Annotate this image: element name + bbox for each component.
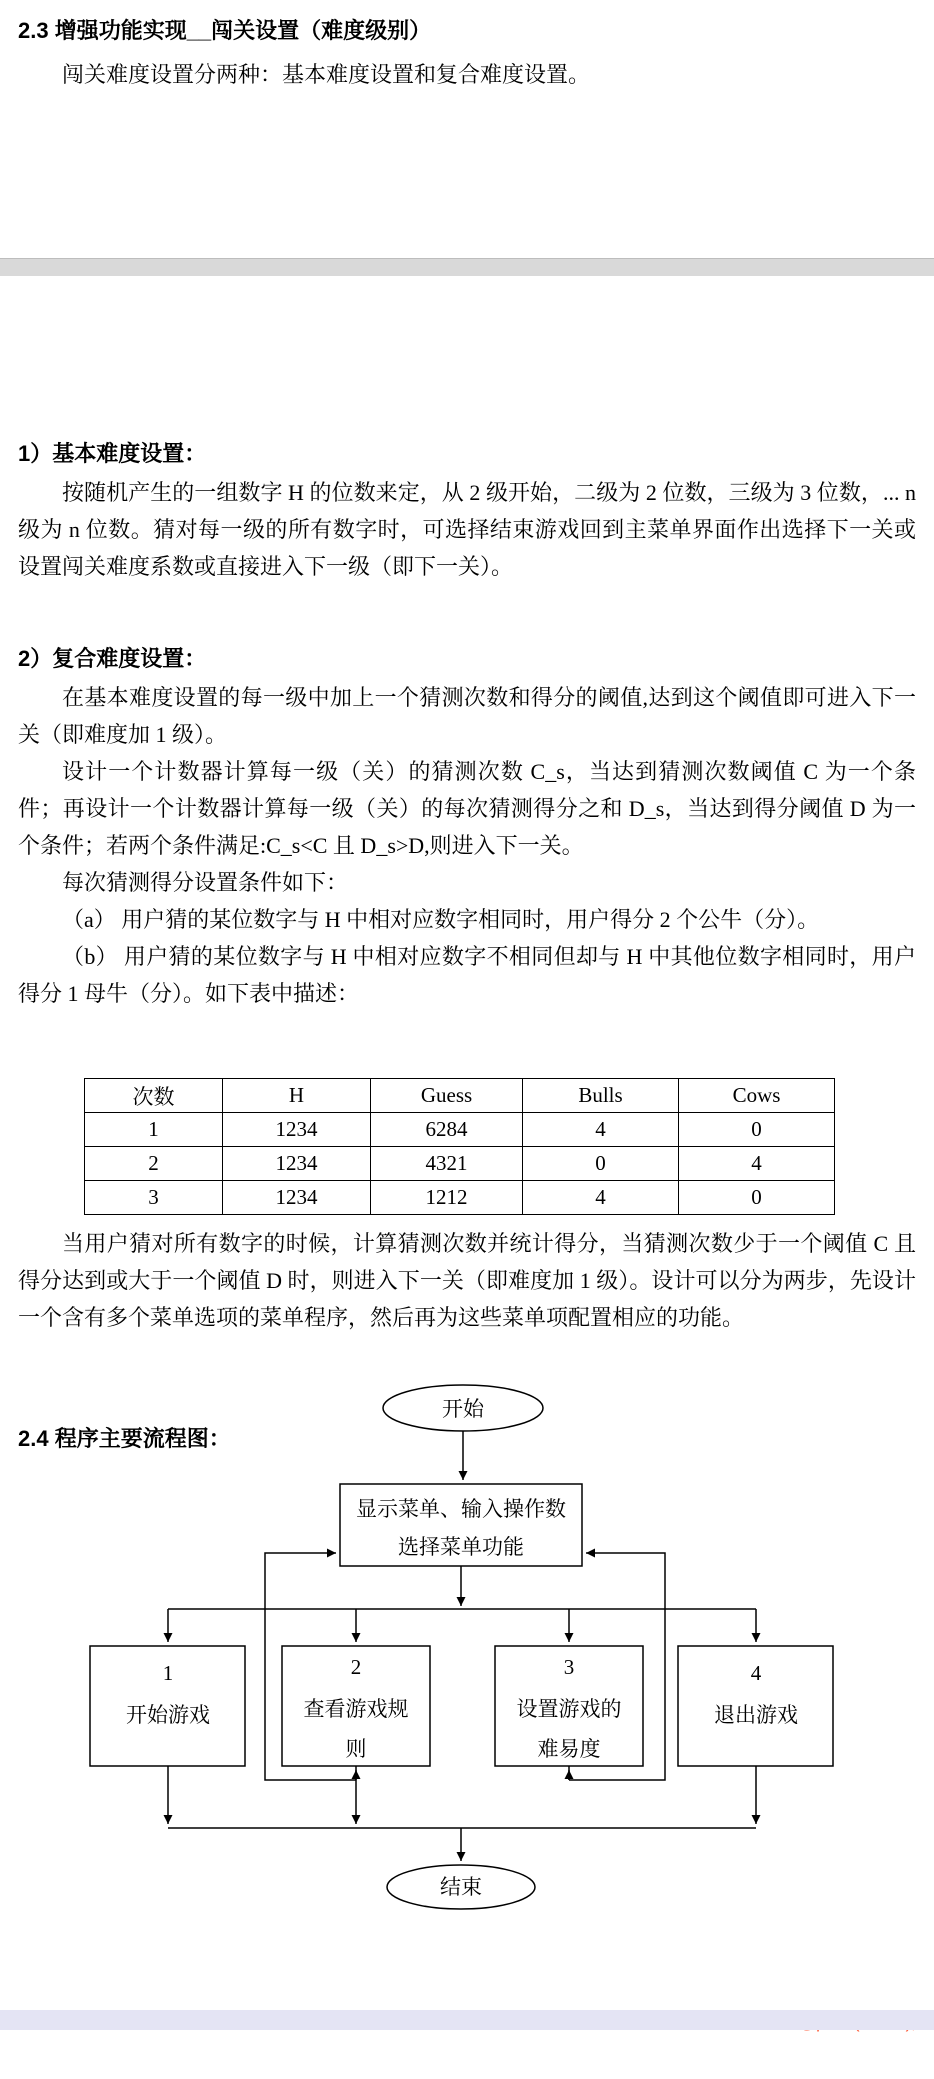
table-header-cell: H [223, 1079, 371, 1113]
table-row [85, 1147, 835, 1181]
table-header-cell: Guess [371, 1079, 523, 1113]
basic-difficulty-text: 按随机产生的一组数字 H 的位数来定，从 2 级开始，二级为 2 位数，三级为 3 位数，... n 级为 n 位数。猜对每一级的所有数字时，可选择结束游戏回到主菜单界面作出选择下一关或设置闯关难度系数或直接进入下一级（即下一关）。 [18, 480, 916, 579]
page-break-band [0, 258, 934, 276]
section-2-4-heading: 2.4 程序主要流程图： [18, 1426, 231, 1451]
box2-label-line2: 则 [345, 1737, 367, 1761]
menu-label-line2: 选择菜单功能 [398, 1535, 524, 1559]
table-cell: 1234 [223, 1147, 371, 1181]
table-cell: 1234 [223, 1181, 371, 1215]
guess-table [84, 1078, 835, 1215]
table-header-row [85, 1079, 835, 1113]
table-cell: 4321 [371, 1147, 523, 1181]
table-row [85, 1113, 835, 1147]
table-cell: 6284 [371, 1113, 523, 1147]
flowchart [0, 1380, 934, 1940]
box3-label-line1: 设置游戏的 [516, 1697, 622, 1721]
basic-difficulty-heading: 1）基本难度设置： [18, 441, 207, 466]
compound-difficulty-heading: 2）复合难度设置： [18, 646, 207, 671]
table-cell: 2 [85, 1147, 223, 1181]
compound-para-2: 设计一个计数器计算每一级（关）的猜测次数 C_s，当达到猜测次数阈值 C 为一个条件；再设计一个计数器计算每一级（关）的每次猜测得分之和 D_s，当达到得分阈值 D 为一个条件；若两个条件满足:C_s<C 且 D_s>D,则进入下一关。 [18, 759, 916, 858]
table-cell: 1212 [371, 1181, 523, 1215]
box4-number: 4 [750, 1661, 762, 1685]
box1-number: 1 [162, 1661, 174, 1685]
box4-label: 退出游戏 [714, 1703, 798, 1727]
box3-label-line2: 难易度 [537, 1737, 601, 1761]
box3-number: 3 [563, 1655, 575, 1679]
start-label: 开始 [442, 1397, 484, 1421]
table-cell: 4 [523, 1113, 679, 1147]
table-cell: 0 [523, 1147, 679, 1181]
table-cell: 4 [679, 1147, 835, 1181]
section-2-3-heading: 2.3 增强功能实现__闯关设置（难度级别） [18, 18, 432, 43]
box2-number: 2 [350, 1655, 362, 1679]
end-label: 结束 [440, 1875, 482, 1899]
table-row [85, 1181, 835, 1215]
table-cell: 0 [679, 1113, 835, 1147]
table-header-cell: Bulls [523, 1079, 679, 1113]
table-cell: 0 [679, 1181, 835, 1215]
compound-item-b: （b） 用户猜的某位数字与 H 中相对应数字不相同但却与 H 中其他位数字相同时，用户得分 1 母牛（分）。如下表中描述： [18, 944, 916, 1006]
table-cell: 4 [523, 1181, 679, 1215]
table-cell: 1234 [223, 1113, 371, 1147]
box1-label: 开始游戏 [126, 1703, 210, 1727]
after-table-text: 当用户猜对所有数字的时候，计算猜测次数并统计得分，当猜测次数少于一个阈值 C 且得分达到或大于一个阈值 D 时，则进入下一关（即难度加 1 级）。设计可以分为两步，先设计一个含有多个菜单选项的菜单程序，然后再为这些菜单项配置相应的功能。 [18, 1231, 916, 1330]
menu-label-line1: 显示菜单、输入操作数 [356, 1497, 566, 1521]
compound-item-a: （a） 用户猜的某位数字与 H 中相对应数字相同时，用户得分 2 个公牛（分）。 [62, 907, 820, 932]
table-header-cell: 次数 [85, 1079, 223, 1113]
after-table-paragraph [18, 1225, 916, 1336]
table-cell: 3 [85, 1181, 223, 1215]
bottom-lavender-bar [0, 2010, 934, 2030]
box2-label-line1: 查看游戏规 [303, 1697, 409, 1721]
table-header-cell: Cows [679, 1079, 835, 1113]
intro-paragraph-text: 闯关难度设置分两种：基本难度设置和复合难度设置。 [62, 62, 591, 87]
table-cell: 1 [85, 1113, 223, 1147]
compound-para-1: 在基本难度设置的每一级中加上一个猜测次数和得分的阈值,达到这个阈值即可进入下一关（即难度加 1 级）。 [18, 685, 916, 747]
compound-para-3: 每次猜测得分设置条件如下： [62, 870, 349, 895]
intro-paragraph [18, 56, 916, 93]
basic-difficulty-paragraph [18, 474, 916, 585]
compound-difficulty-paragraphs [18, 679, 916, 1012]
